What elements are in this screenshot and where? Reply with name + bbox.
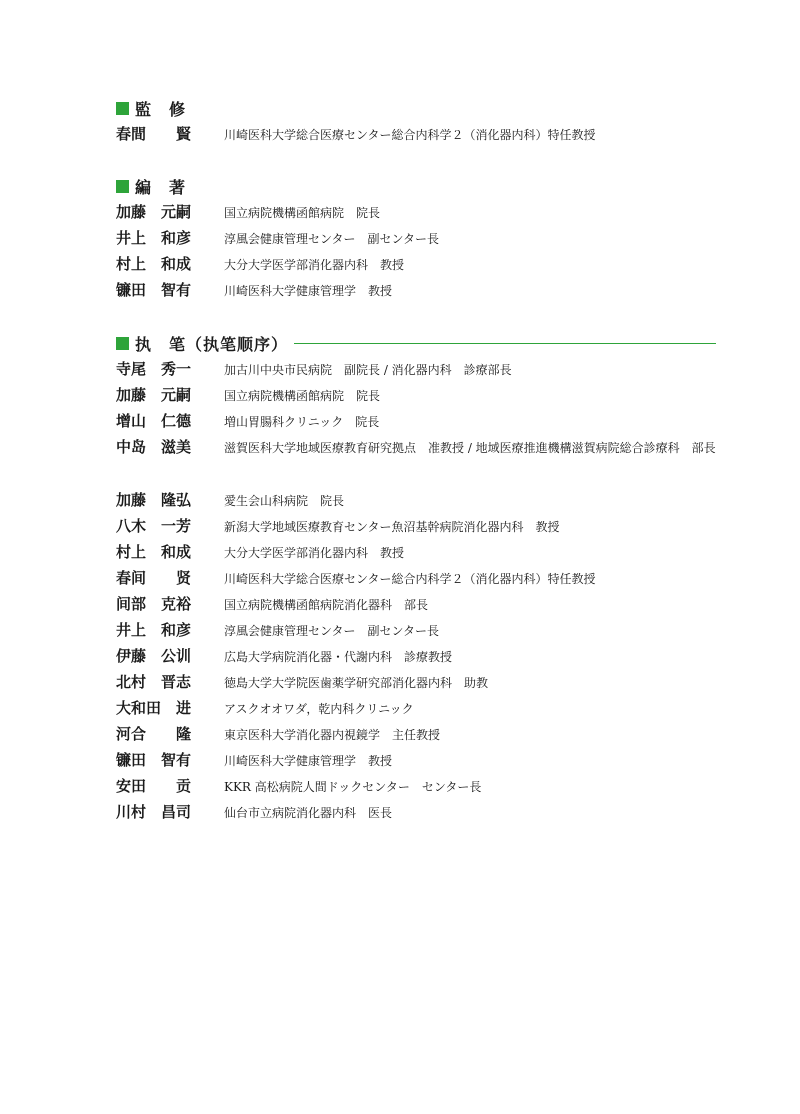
person-name: 井上 和彦 bbox=[116, 621, 192, 639]
green-square-icon bbox=[116, 180, 129, 193]
entry-row bbox=[116, 201, 726, 223]
entry-row bbox=[116, 749, 726, 771]
person-affiliation: アスクオオワダ，乾内科クリニック bbox=[224, 702, 414, 716]
entry-row bbox=[116, 515, 726, 537]
person-name: 井上 和彦 bbox=[116, 229, 192, 247]
section-editors-heading bbox=[116, 175, 186, 197]
entry-row bbox=[116, 697, 726, 719]
section-authors-heading bbox=[116, 332, 716, 354]
person-affiliation: 川崎医科大学総合医療センター総合内科学２（消化器内科）特任教授 bbox=[224, 128, 596, 142]
person-name: 八木 一芳 bbox=[116, 517, 192, 535]
person-name: 中岛 滋美 bbox=[116, 438, 192, 456]
person-affiliation: 大分大学医学部消化器内科 教授 bbox=[224, 546, 405, 560]
entry-row bbox=[116, 723, 726, 745]
person-name: 镰田 智有 bbox=[116, 751, 192, 769]
person-name: 村上 和成 bbox=[116, 255, 192, 273]
person-affiliation: 新潟大学地域医療教育センター魚沼基幹病院消化器内科 教授 bbox=[224, 520, 560, 534]
person-affiliation: 国立病院機構函館病院 院長 bbox=[224, 389, 381, 403]
entry-row bbox=[116, 619, 726, 641]
person-name: 河合 隆 bbox=[116, 725, 192, 743]
person-name: 安田 贡 bbox=[116, 777, 192, 795]
person-name: 间部 克裕 bbox=[116, 595, 192, 613]
entry-row bbox=[116, 489, 726, 511]
entry-row bbox=[116, 436, 726, 458]
person-name: 村上 和成 bbox=[116, 543, 192, 561]
person-affiliation: 愛生会山科病院 院長 bbox=[224, 494, 345, 508]
entry-row bbox=[116, 593, 726, 615]
person-name: 加藤 隆弘 bbox=[116, 491, 192, 509]
person-name: 春间 贤 bbox=[116, 569, 192, 587]
entry-row bbox=[116, 227, 726, 249]
person-name: 伊藤 公训 bbox=[116, 647, 192, 665]
person-affiliation: 大分大学医学部消化器内科 教授 bbox=[224, 258, 405, 272]
entry-row bbox=[116, 253, 726, 275]
person-affiliation: 増山胃腸科クリニック 院長 bbox=[224, 415, 380, 429]
person-name: 增山 仁德 bbox=[116, 412, 192, 430]
entry-row bbox=[116, 801, 726, 823]
entry-row bbox=[116, 358, 726, 380]
green-square-icon bbox=[116, 102, 129, 115]
person-affiliation: 川崎医科大学健康管理学 教授 bbox=[224, 754, 393, 768]
person-affiliation: 東京医科大学消化器内視鏡学 主任教授 bbox=[224, 728, 441, 742]
person-name: 寺尾 秀一 bbox=[116, 360, 192, 378]
person-name: 北村 晋志 bbox=[116, 673, 192, 691]
person-affiliation: 広島大学病院消化器・代謝内科 診療教授 bbox=[224, 650, 453, 664]
entry-row bbox=[116, 645, 726, 667]
entry-row bbox=[116, 541, 726, 563]
person-name: 加藤 元嗣 bbox=[116, 203, 192, 221]
person-affiliation: 加古川中央市民病院 副院長 / 消化器内科 診療部長 bbox=[224, 363, 512, 377]
entry-row bbox=[116, 123, 726, 145]
entry-row bbox=[116, 775, 726, 797]
person-name: 镰田 智有 bbox=[116, 281, 192, 299]
person-name: 加藤 元嗣 bbox=[116, 386, 192, 404]
person-name: 大和田 进 bbox=[116, 699, 192, 717]
heading-rule bbox=[294, 343, 716, 344]
person-affiliation: 川崎医科大学健康管理学 教授 bbox=[224, 284, 393, 298]
section-title: 編 著 bbox=[135, 177, 187, 197]
person-affiliation: 徳島大学大学院医歯薬学研究部消化器内科 助教 bbox=[224, 676, 489, 690]
section-title: 执 笔（执笔顺序） bbox=[135, 334, 289, 354]
person-affiliation: 淳風会健康管理センター 副センター長 bbox=[224, 232, 440, 246]
person-affiliation: KKR 高松病院人間ドックセンター センター長 bbox=[224, 780, 482, 794]
person-name: 春間 賢 bbox=[116, 125, 192, 143]
green-square-icon bbox=[116, 337, 129, 350]
person-affiliation: 滋賀医科大学地域医療教育研究拠点 准教授 / 地域医療推進機構滋賀病院総合診療科 部長 bbox=[224, 441, 716, 455]
person-affiliation: 仙台市立病院消化器内科 医長 bbox=[224, 806, 393, 820]
section-title: 監 修 bbox=[135, 99, 187, 119]
entry-row bbox=[116, 567, 726, 589]
section-supervision-heading bbox=[116, 97, 186, 119]
person-affiliation: 淳風会健康管理センター 副センター長 bbox=[224, 624, 440, 638]
person-affiliation: 川崎医科大学総合医療センター総合内科学２（消化器内科）特任教授 bbox=[224, 572, 596, 586]
person-affiliation: 国立病院機構函館病院 院長 bbox=[224, 206, 381, 220]
person-affiliation: 国立病院機構函館病院消化器科 部長 bbox=[224, 598, 429, 612]
entry-row bbox=[116, 410, 726, 432]
entry-row bbox=[116, 384, 726, 406]
entry-row bbox=[116, 279, 726, 301]
person-name: 川村 昌司 bbox=[116, 803, 192, 821]
entry-row bbox=[116, 671, 726, 693]
